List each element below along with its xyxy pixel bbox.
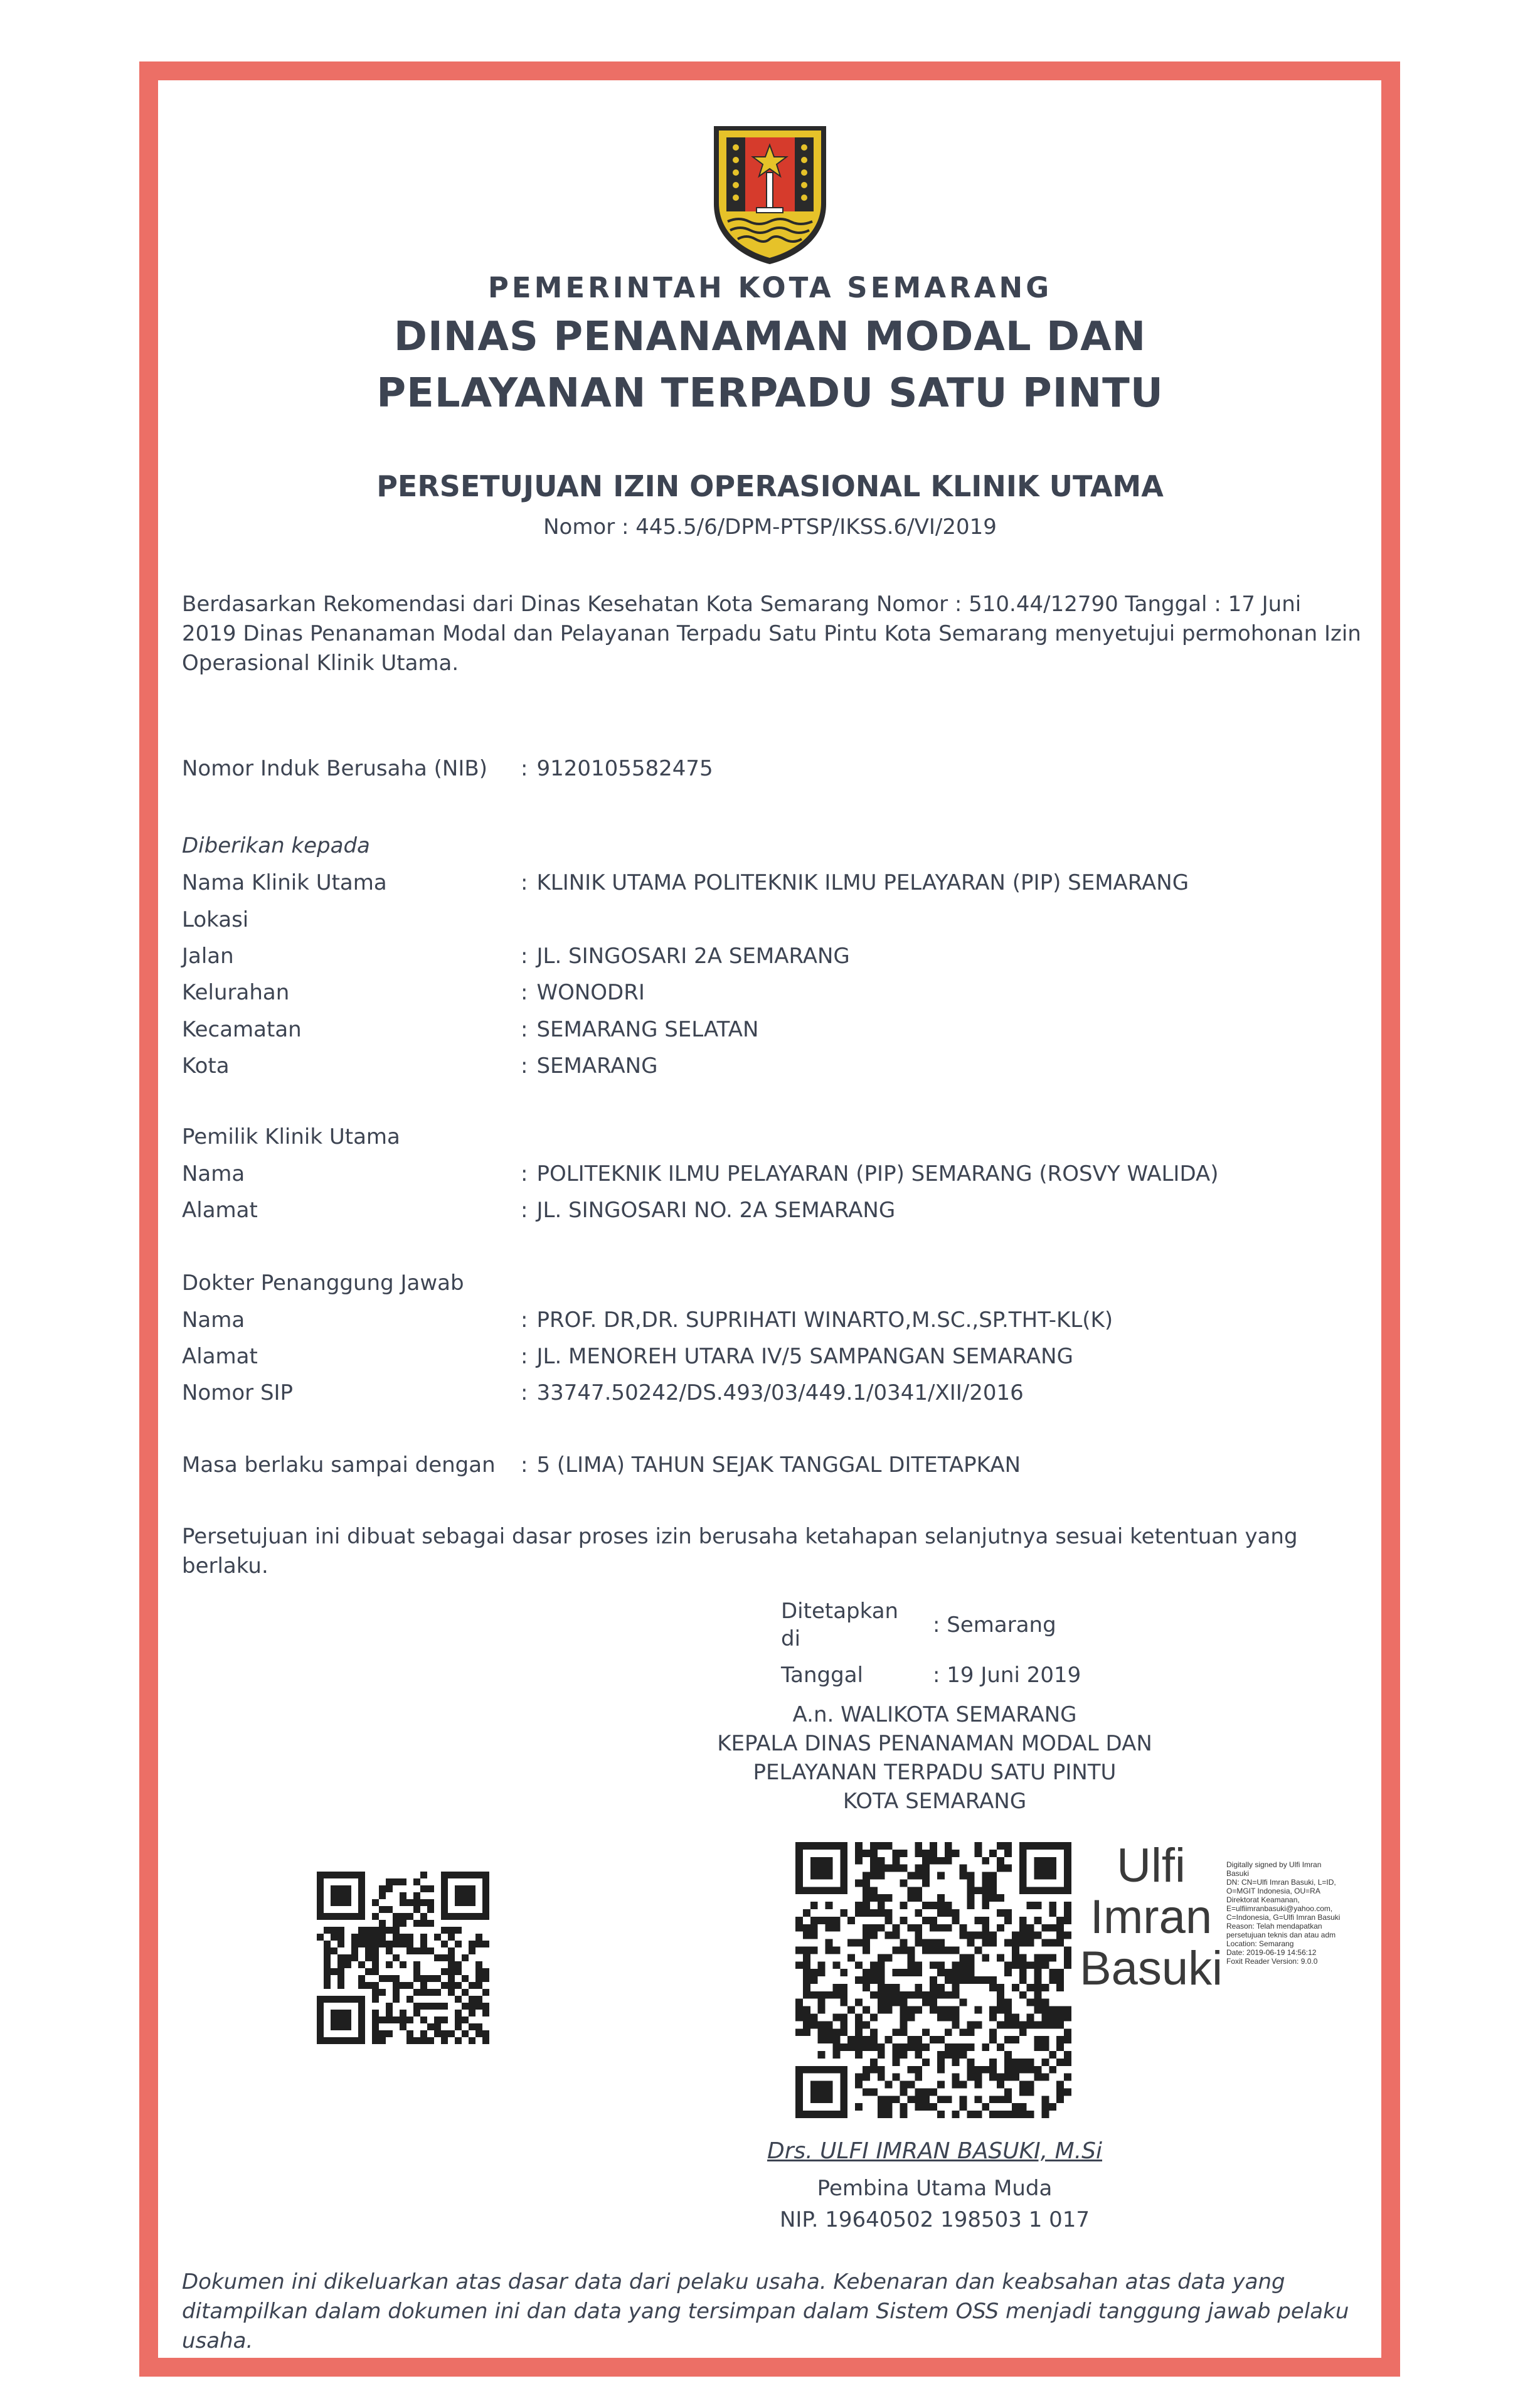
village: WONODRI	[536, 980, 645, 1005]
document-title: PERSETUJUAN IZIN OPERASIONAL KLINIK UTAMA	[376, 469, 1164, 503]
digital-signature-name	[1079, 1840, 1223, 1995]
signature-detail-line: Direktorat Keamanan,	[1226, 1895, 1300, 1904]
signature-detail-line: E=ulfiimranbasuki@yahoo.com,	[1226, 1904, 1333, 1913]
government-name: PEMERINTAH KOTA SEMARANG	[487, 271, 1053, 304]
signature-detail-line: Reason: Telah mendapatkan	[1226, 1922, 1322, 1931]
village-label: Kelurahan	[182, 980, 290, 1005]
city-value: : SEMARANG	[521, 1053, 658, 1079]
district-value: : SEMARANG SELATAN	[521, 1017, 759, 1042]
signature-detail-line: Digitally signed by Ulfi Imran	[1226, 1860, 1322, 1869]
on-behalf-line: A.n. WALIKOTA SEMARANG	[792, 1702, 1077, 1727]
signature-detail-line: DN: CN=Ulfi Imran Basuki, L=ID,	[1226, 1878, 1336, 1887]
signer-rank: Pembina Utama Muda	[817, 2176, 1053, 2201]
document-number: Nomor : 445.5/6/DPM-PTSP/IKSS.6/VI/2019	[543, 514, 997, 540]
clinic-name-label: Nama Klinik Utama	[182, 870, 387, 895]
validity-value: : 5 (LIMA) TAHUN SEJAK TANGGAL DITETAPKAN	[521, 1452, 1021, 1478]
signature-detail-line: O=MGIT Indonesia, OU=RA	[1226, 1887, 1320, 1895]
location-label: Lokasi	[182, 907, 249, 932]
signature-detail-line: C=Indonesia, G=Ulfi Imran Basuki	[1226, 1913, 1341, 1922]
clinic-name: KLINIK UTAMA POLITEKNIK ILMU PELAYARAN (PIP) SEMARANG	[536, 870, 1189, 895]
owner-address-value: : JL. SINGOSARI NO. 2A SEMARANG	[521, 1198, 896, 1223]
signature-detail-line: Date: 2019-06-19 14:56:12	[1226, 1948, 1317, 1957]
signature-detail-line: Foxit Reader Version: 9.0.0	[1226, 1957, 1318, 1966]
owner-name: POLITEKNIK ILMU PELAYARAN (PIP) SEMARANG (ROSVY WALIDA)	[536, 1161, 1219, 1186]
sip-value: : 33747.50242/DS.493/03/449.1/0341/XII/2016	[521, 1380, 1024, 1405]
owner-heading: Pemilik Klinik Utama	[182, 1124, 400, 1149]
issued-place: : Semarang	[933, 1612, 1056, 1638]
city: SEMARANG	[536, 1053, 658, 1079]
digital-signature-details	[1226, 1860, 1377, 1966]
clinic-name-value: : KLINIK UTAMA POLITEKNIK ILMU PELAYARAN (PIP) SEMARANG	[521, 870, 1189, 895]
semarang-city-emblem	[709, 122, 831, 267]
office-block	[646, 1700, 1223, 1816]
doctor-name-value: : PROF. DR,DR. SUPRIHATI WINARTO,M.SC.,SP.THT-KL(K)	[521, 1308, 1113, 1333]
doctor-name: PROF. DR,DR. SUPRIHATI WINARTO,M.SC.,SP.THT-KL(K)	[536, 1308, 1113, 1333]
doctor-name-label: Nama	[182, 1308, 245, 1333]
verification-qr-code	[317, 1872, 489, 2044]
signature-detail-line: Location: Semarang	[1226, 1939, 1294, 1948]
approval-note: Persetujuan ini dibuat sebagai dasar proses izin berusaha ketahapan selanjutnya sesuai ketentuan yang berlaku.	[182, 1524, 1298, 1579]
district: SEMARANG SELATAN	[536, 1017, 759, 1042]
nib-number: 9120105582475	[536, 756, 713, 781]
footer-disclaimer: Dokumen ini dikeluarkan atas dasar data dari pelaku usaha. Kebenaran dan keabsahan atas data yang ditampilkan dalam dokumen ini dan data yang tersimpan dalam Sistem OSS menjadi tanggung jawab pelaku usaha.	[182, 2269, 1349, 2353]
issued-date: : 19 Juni 2019	[933, 1663, 1081, 1688]
office-line-1: KEPALA DINAS PENANAMAN MODAL DAN	[717, 1731, 1152, 1756]
office-line-2: PELAYANAN TERPADU SATU PINTU	[753, 1760, 1117, 1785]
doctor-address-value: : JL. MENOREH UTARA IV/5 SAMPANGAN SEMARANG	[521, 1344, 1073, 1369]
village-value: : WONODRI	[521, 980, 645, 1005]
signature-line-3: Basuki	[1079, 1942, 1223, 1995]
signature-qr-code	[795, 1842, 1071, 2118]
issued-place-label-1: Ditetapkan	[781, 1599, 899, 1624]
given-to-heading: Diberikan kepada	[182, 833, 370, 858]
district-label: Kecamatan	[182, 1017, 302, 1042]
issued-place-label-2: di	[781, 1626, 801, 1651]
office-line-3: KOTA SEMARANG	[842, 1789, 1027, 1814]
signature-line-2: Imran	[1090, 1890, 1213, 1944]
owner-address: JL. SINGOSARI NO. 2A SEMARANG	[536, 1198, 896, 1223]
agency-name-line2: PELAYANAN TERPADU SATU PINTU	[376, 370, 1164, 417]
doctor-address: JL. MENOREH UTARA IV/5 SAMPANGAN SEMARANG	[536, 1344, 1073, 1369]
city-label: Kota	[182, 1053, 230, 1079]
signer-nip: NIP. 19640502 198503 1 017	[779, 2207, 1090, 2232]
sip-number: 33747.50242/DS.493/03/449.1/0341/XII/2016	[536, 1380, 1024, 1405]
street: JL. SINGOSARI 2A SEMARANG	[536, 944, 850, 969]
signer-name: Drs. ULFI IMRAN BASUKI, M.Si	[767, 2138, 1103, 2164]
sip-label: Nomor SIP	[182, 1380, 294, 1405]
owner-address-label: Alamat	[182, 1198, 258, 1223]
signature-line-1: Ulfi	[1117, 1839, 1186, 1892]
signature-detail-line: Basuki	[1226, 1869, 1250, 1878]
owner-name-value: : POLITEKNIK ILMU PELAYARAN (PIP) SEMARANG (ROSVY WALIDA)	[521, 1161, 1219, 1186]
signature-detail-line: persetujuan teknis dan atau adm	[1226, 1931, 1336, 1939]
nib-value: : 9120105582475	[521, 756, 713, 781]
street-value: : JL. SINGOSARI 2A SEMARANG	[521, 944, 850, 969]
validity-period: 5 (LIMA) TAHUN SEJAK TANGGAL DITETAPKAN	[536, 1452, 1021, 1478]
intro-paragraph: Berdasarkan Rekomendasi dari Dinas Kesehatan Kota Semarang Nomor : 510.44/12790 Tanggal : 17 Juni 2019 Dinas Penanaman Modal dan Pelayanan Terpadu Satu Pintu Kota Semarang menyetujui permohonan Izin Operasional Klinik Utama.	[182, 592, 1361, 676]
agency-name-line1: DINAS PENANAMAN MODAL DAN	[393, 314, 1147, 360]
doctor-heading: Dokter Penanggung Jawab	[182, 1271, 464, 1296]
issued-date-label: Tanggal	[781, 1663, 863, 1688]
owner-name-label: Nama	[182, 1161, 245, 1186]
nib-label: Nomor Induk Berusaha (NIB)	[182, 756, 487, 781]
doctor-address-label: Alamat	[182, 1344, 258, 1369]
street-label: Jalan	[182, 944, 234, 969]
validity-label: Masa berlaku sampai dengan	[182, 1452, 496, 1478]
